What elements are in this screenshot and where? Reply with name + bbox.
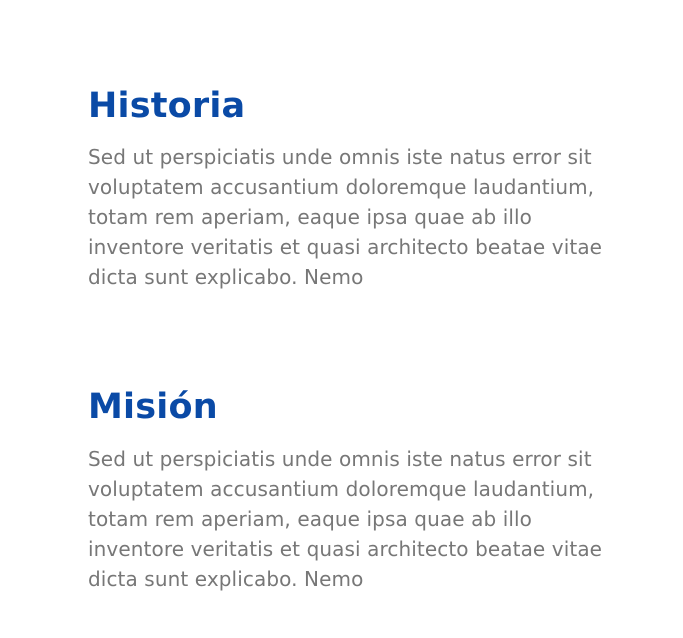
mision-section <box>88 387 603 594</box>
mision-paragraph: Sed ut perspiciatis unde omnis iste natus error sit voluptatem accusantium doloremque laudantium, totam rem aperiam, eaque ipsa quae ab illo inventore veritatis et quasi architecto beatae vitae dicta sunt explicabo. Nemo <box>88 447 603 591</box>
mision-heading: Misión <box>88 387 218 427</box>
historia-heading: Historia <box>88 86 246 126</box>
historia-section <box>88 86 603 292</box>
historia-paragraph: Sed ut perspiciatis unde omnis iste natus error sit voluptatem accusantium doloremque laudantium, totam rem aperiam, eaque ipsa quae ab illo inventore veritatis et quasi architecto beatae vitae dicta sunt explicabo. Nemo <box>88 145 603 289</box>
